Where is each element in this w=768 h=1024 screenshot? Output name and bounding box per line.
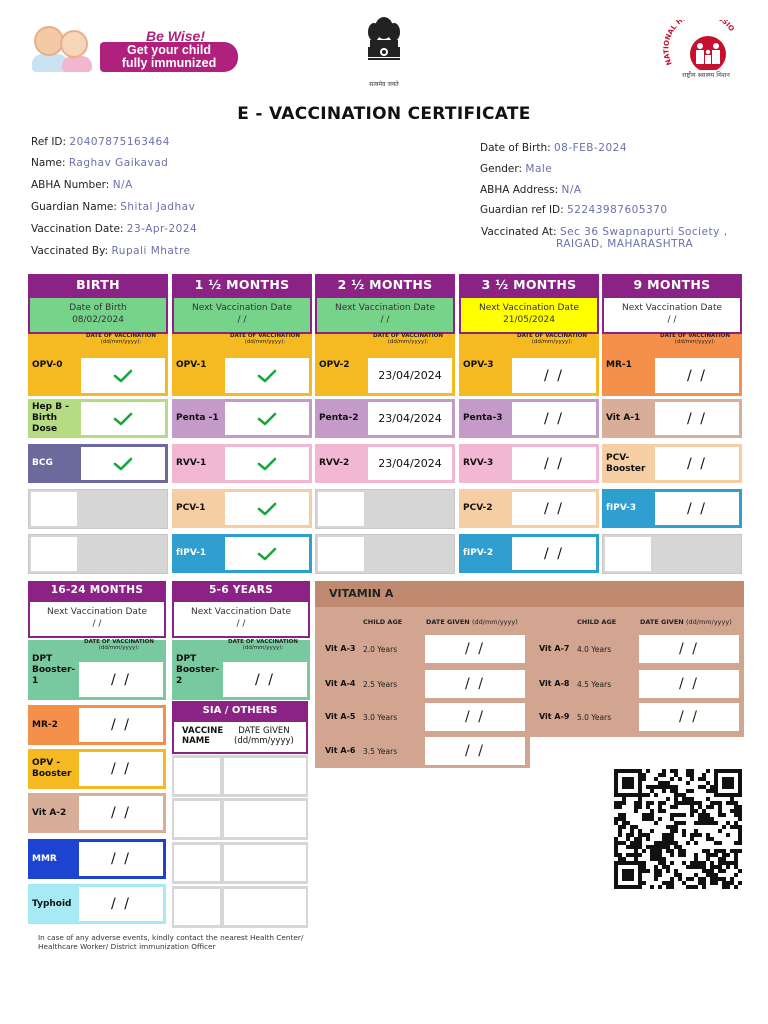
vaccine-row (459, 534, 599, 573)
vaccination-date-cell[interactable]: / / (655, 447, 739, 480)
sia-date-cell[interactable] (224, 889, 306, 925)
vaccination-date-cell[interactable] (225, 537, 309, 570)
sia-date-cell[interactable] (224, 758, 306, 794)
vitamin-date-cell[interactable]: / / (425, 737, 525, 765)
vaccination-date-cell[interactable]: / / (655, 492, 739, 525)
name-field: Name: Raghav Gaikavad (31, 157, 169, 169)
vaccination-date-cell[interactable]: / / (512, 358, 596, 393)
vaccine-row (602, 399, 742, 438)
vaccination-date-cell[interactable]: / / (79, 708, 163, 742)
sia-vaccine-cell[interactable] (174, 758, 220, 794)
qr-code-icon[interactable] (614, 769, 742, 889)
dob-field: Date of Birth: 08-FEB-2024 (480, 142, 628, 154)
vaccinated-by-field: Vaccinated By: Rupali Mhatre (31, 245, 191, 257)
date-caption: DATE OF VACCINATION (dd/mm/yyyy): (517, 333, 587, 345)
vaccination-date-cell[interactable]: / / (512, 492, 596, 525)
abha-number-field: ABHA Number: N/A (31, 179, 133, 191)
banner-tagline: Be Wise! (146, 28, 206, 44)
vitamin-a-row: Vit A-5 3.0 Years / / (315, 703, 527, 731)
vaccination-date-cell[interactable] (81, 358, 165, 393)
vaccine-row (172, 534, 312, 573)
check-icon (113, 412, 133, 426)
empty-cell[interactable] (31, 492, 77, 526)
vaccine-row (172, 489, 312, 528)
column-header: BIRTH (28, 274, 168, 296)
vaccine-row (602, 334, 742, 396)
next-label: Next Vaccination Date (621, 303, 723, 313)
vaccination-date-cell[interactable]: 23/04/2024 (368, 358, 452, 393)
vaccination-date-cell[interactable]: / / (79, 887, 163, 921)
column-header: 3 ½ MONTHS (459, 274, 599, 296)
vaccine-name: fIPV-1 (176, 548, 207, 558)
vitamin-a-row: Vit A-9 5.0 Years / / (529, 703, 741, 731)
next-label: Date of Birth (69, 303, 127, 313)
vaccination-date-cell[interactable]: / / (655, 402, 739, 435)
sia-row (172, 886, 308, 928)
vaccine-name: RVV-1 (176, 458, 207, 468)
vaccination-date-cell[interactable]: / / (655, 358, 739, 393)
vaccine-row (28, 640, 166, 700)
vaccine-name: Penta -1 (176, 413, 219, 423)
vaccine-name: OPV-0 (32, 359, 63, 370)
children-illustration-icon (28, 24, 98, 74)
empty-row (315, 534, 455, 574)
vitamin-date-cell[interactable]: / / (639, 703, 739, 731)
vaccine-name: Vit A-2 (32, 807, 67, 818)
vaccine-row (315, 399, 455, 438)
next-value: / / (667, 315, 677, 325)
vaccination-date-cell[interactable] (225, 358, 309, 393)
date-caption: DATE OF VACCINATION (dd/mm/yyyy): (228, 639, 298, 651)
nhm-ring-text: NATIONAL H SIO (662, 20, 736, 67)
vaccinated-at-field: Vaccinated At: Sec 36 Swapnapurti Society , (481, 226, 728, 238)
vaccination-date-cell[interactable] (81, 447, 165, 480)
empty-row (602, 534, 742, 574)
vaccine-name: PCV-1 (176, 503, 206, 513)
vitamin-date-cell[interactable]: / / (639, 670, 739, 698)
check-icon (257, 412, 277, 426)
vaccine-name: DPT Booster- 1 (32, 653, 76, 686)
date-caption: DATE OF VACCINATION (dd/mm/yyyy): (230, 333, 300, 345)
child-age-header-left: CHILD AGE (363, 618, 403, 626)
vaccine-row (28, 749, 166, 789)
empty-cell[interactable] (318, 537, 364, 571)
vaccine-name: Penta-2 (319, 413, 359, 423)
vaccination-date-cell[interactable]: 23/04/2024 (368, 402, 452, 435)
vaccination-date-cell[interactable]: / / (512, 402, 596, 435)
vitamin-a-title: VITAMIN A (315, 581, 744, 607)
vaccine-name: BCG (32, 458, 53, 468)
vaccine-row (459, 334, 599, 396)
nhm-logo (660, 20, 744, 82)
vaccine-name: MR-2 (32, 719, 58, 730)
vitamin-a-row: Vit A-4 2.5 Years / / (315, 670, 527, 698)
vitamin-date-cell[interactable]: / / (425, 670, 525, 698)
next-value: / / (380, 315, 390, 325)
sia-subheader (172, 720, 308, 754)
date-caption: DATE OF VACCINATION (dd/mm/yyyy): (84, 639, 154, 651)
immunization-banner (28, 24, 217, 74)
check-icon (113, 457, 133, 471)
check-icon (113, 369, 133, 383)
empty-row (28, 534, 168, 574)
vaccine-row (28, 705, 166, 745)
next-label: Next Vaccination Date (478, 303, 580, 313)
sia-vaccine-cell[interactable] (174, 889, 220, 925)
vaccination-date-cell[interactable]: 23/04/2024 (368, 447, 452, 480)
guardian-ref-id-field: Guardian ref ID: 52243987605370 (480, 204, 668, 216)
vitamin-a-row: Vit A-3 2.0 Years / / (315, 635, 527, 663)
vaccine-name: MMR (32, 853, 57, 864)
nhm-caption: राष्ट्रीय स्वास्थ्य मिशन (682, 71, 730, 79)
vitamin-a-row: Vit A-8 4.5 Years / / (529, 670, 741, 698)
vaccination-date-cell[interactable]: / / (512, 537, 596, 570)
ashoka-emblem-icon (364, 14, 404, 64)
vaccine-row (172, 399, 312, 438)
vaccine-row (459, 399, 599, 438)
nhm-logo-icon (660, 20, 744, 70)
banner-message: Get your child fully immunized (100, 42, 238, 72)
sia-vaccine-cell[interactable] (174, 801, 220, 837)
emblem-motto: सत्यमेव जयते (369, 81, 399, 88)
next-vaccination-box: Next Vaccination Date / / (28, 600, 166, 638)
vaccine-name: OPV - Booster (32, 758, 72, 779)
vaccine-row (602, 444, 742, 483)
vaccination-date-cell[interactable] (225, 492, 309, 525)
sia-vaccine-cell[interactable] (174, 845, 220, 881)
next-vaccination-box (459, 296, 599, 334)
date-caption: DATE OF VACCINATION (dd/mm/yyyy): (86, 333, 156, 345)
vaccine-row (28, 444, 168, 483)
empty-row (315, 489, 455, 529)
check-icon (257, 502, 277, 516)
vaccination-date-cell[interactable]: / / (79, 796, 163, 830)
vaccine-name: fIPV-3 (606, 503, 637, 513)
date-given-header-right: DATE GIVEN (dd/mm/yyyy) (640, 618, 732, 626)
vaccine-name: DPT Booster- 2 (176, 653, 220, 686)
vaccine-name: MR-1 (606, 359, 632, 370)
column-header: 9 MONTHS (602, 274, 742, 296)
adverse-events-note: In case of any adverse events, kindly contact the nearest Health Center/ Healthcare Worker/ District immunization Officer (38, 933, 304, 951)
vaccine-row (315, 444, 455, 483)
vaccine-name: Typhoid (32, 898, 72, 909)
vaccine-name: fIPV-2 (463, 548, 494, 558)
date-caption: DATE OF VACCINATION (dd/mm/yyyy): (660, 333, 730, 345)
abha-address-field: ABHA Address: N/A (480, 184, 582, 196)
vitamin-date-cell[interactable]: / / (425, 635, 525, 663)
sia-row (172, 842, 308, 884)
page-title: E - VACCINATION CERTIFICATE (237, 104, 531, 124)
check-icon (257, 547, 277, 561)
vaccine-row (28, 839, 166, 879)
vitamin-a-row: Vit A-7 4.0 Years / / (529, 635, 741, 663)
vaccination-date-cell[interactable] (81, 402, 165, 435)
date-given-header-left: DATE GIVEN (dd/mm/yyyy) (426, 618, 518, 626)
sia-header: SIA / OTHERS (172, 701, 308, 720)
empty-cell[interactable] (318, 492, 364, 526)
check-icon (257, 369, 277, 383)
sia-col-vaccine: VACCINE NAME (182, 726, 224, 746)
empty-row (28, 489, 168, 529)
vaccine-name: Vit A-1 (606, 413, 641, 423)
vaccine-row (315, 334, 455, 396)
vaccine-name: PCV-2 (463, 503, 493, 513)
vitamin-a-row: Vit A-6 3.5 Years / / (315, 737, 527, 765)
child-age-header-right: CHILD AGE (577, 618, 617, 626)
next-label: Next Vaccination Date (191, 303, 293, 313)
vaccine-name: OPV-1 (176, 359, 207, 370)
vaccine-row (172, 444, 312, 483)
sia-col-date: DATE GIVEN (dd/mm/yyyy) (234, 726, 294, 746)
next-vaccination-box (315, 296, 455, 334)
vaccination-date-cell[interactable]: / / (512, 447, 596, 480)
vaccine-row (28, 334, 168, 396)
vaccination-date-cell[interactable]: / / (79, 662, 163, 697)
vaccinated-at-line2: RAIGAD, MAHARASHTRA (556, 238, 694, 250)
column-header: 2 ½ MONTHS (315, 274, 455, 296)
vaccination-date-cell[interactable]: / / (79, 752, 163, 786)
next-vaccination-box (172, 296, 312, 334)
next-label: Next Vaccination Date (334, 303, 436, 313)
vaccine-row (28, 793, 166, 833)
next-value: 08/02/2024 (72, 315, 124, 325)
vaccination-date-cell[interactable] (225, 447, 309, 480)
vaccine-name: Penta-3 (463, 413, 503, 423)
column-header: 16-24 MONTHS (28, 581, 166, 600)
empty-cell[interactable] (605, 537, 651, 571)
guardian-name-field: Guardian Name: Shital Jadhav (31, 201, 196, 213)
vaccine-name: OPV-2 (319, 359, 350, 370)
vaccine-row (459, 444, 599, 483)
vaccine-row (28, 399, 168, 438)
column-header: 1 ½ MONTHS (172, 274, 312, 296)
sia-date-cell[interactable] (224, 801, 306, 837)
next-value: / / (237, 315, 247, 325)
next-value: 21/05/2024 (503, 315, 555, 325)
vaccine-name: RVV-2 (319, 458, 350, 468)
sia-row (172, 798, 308, 840)
vaccine-row (459, 489, 599, 528)
gender-field: Gender: Male (480, 163, 553, 175)
vaccine-name: PCV- Booster (606, 452, 646, 474)
vitamin-date-cell[interactable]: / / (425, 703, 525, 731)
vaccine-row (172, 334, 312, 396)
ref-id-field: Ref ID: 20407875163464 (31, 136, 170, 148)
national-emblem (356, 14, 412, 92)
date-caption: DATE OF VACCINATION (dd/mm/yyyy): (373, 333, 443, 345)
vaccination-date-field: Vaccination Date: 23-Apr-2024 (31, 223, 198, 235)
vaccine-row (28, 884, 166, 924)
vaccine-name: RVV-3 (463, 458, 494, 468)
vaccine-row (602, 489, 742, 528)
vaccine-name: OPV-3 (463, 359, 494, 370)
next-vaccination-box (602, 296, 742, 334)
sia-row (172, 755, 308, 797)
next-vaccination-box (28, 296, 168, 334)
column-header: 5-6 YEARS (172, 581, 310, 600)
empty-cell[interactable] (31, 537, 77, 571)
check-icon (257, 457, 277, 471)
vaccination-date-cell[interactable] (225, 402, 309, 435)
vaccination-date-cell[interactable]: / / (79, 842, 163, 876)
vaccine-row (172, 640, 310, 700)
next-vaccination-box: Next Vaccination Date / / (172, 600, 310, 638)
vaccination-date-cell[interactable]: / / (223, 662, 307, 697)
vitamin-date-cell[interactable]: / / (639, 635, 739, 663)
sia-date-cell[interactable] (224, 845, 306, 881)
vitamin-panel-notch (530, 737, 744, 768)
vaccine-name: Hep B - Birth Dose (32, 402, 69, 434)
